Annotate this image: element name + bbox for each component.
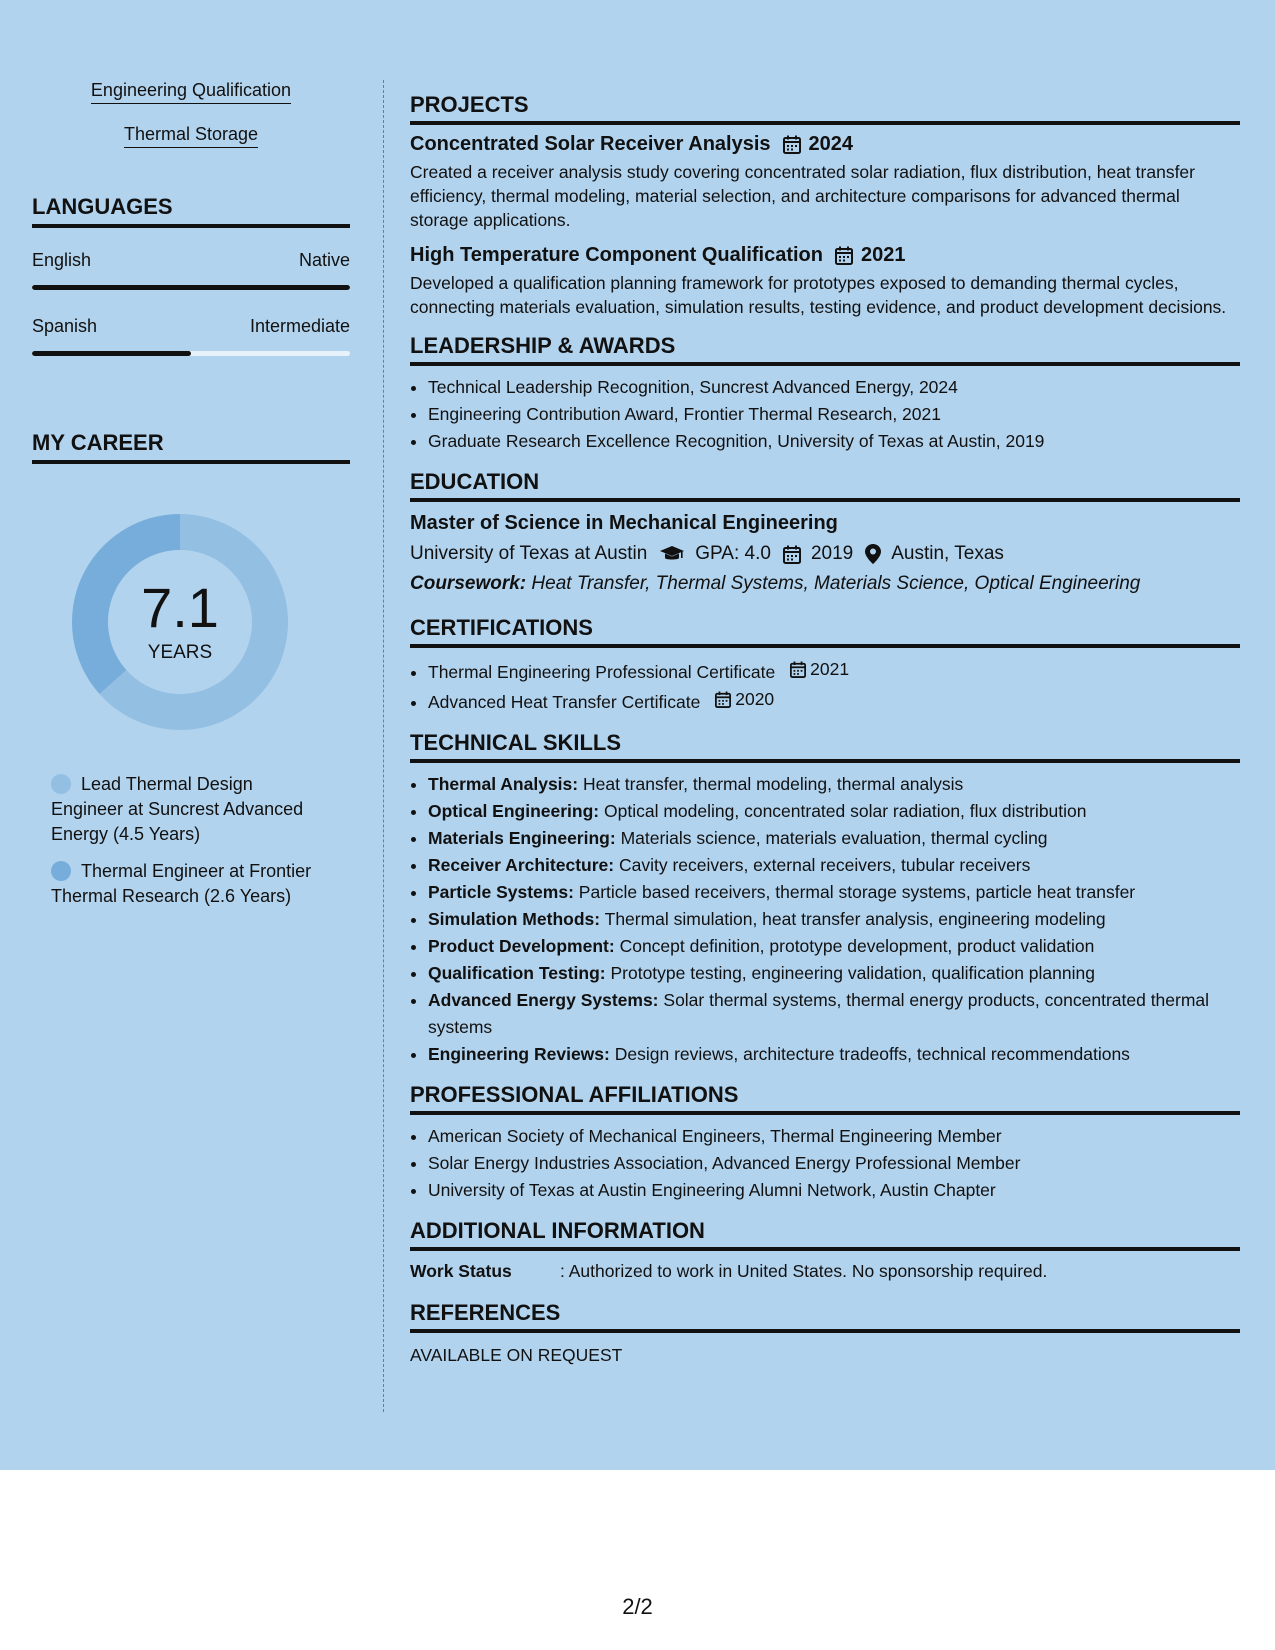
location: Austin, Texas	[891, 543, 1004, 564]
degree-title: Master of Science in Mechanical Engineering	[410, 512, 838, 534]
projects-heading: PROJECTS	[410, 92, 1240, 125]
language-name: Spanish	[32, 316, 98, 336]
skill-label: Advanced Energy Systems:	[428, 990, 659, 1010]
coursework-text: Heat Transfer, Thermal Systems, Materials Science, Optical Engineering	[531, 573, 1141, 594]
project-description: Created a receiver analysis study covering concentrated solar radiation, flux distribution, heat transfer efficiency, thermal modeling, material selection, and architecture comparisons for advanced thermal storage applications.	[410, 162, 1195, 230]
language-proficiency-fill	[32, 351, 191, 356]
affiliations-heading: PROFESSIONAL AFFILIATIONS	[410, 1082, 1240, 1115]
skill-item	[428, 1041, 1240, 1068]
language-level: Native	[298, 250, 350, 270]
career-heading: MY CAREER	[32, 430, 350, 464]
project-item	[410, 244, 1240, 319]
education-heading: EDUCATION	[410, 469, 1240, 502]
certificate-year: 2021	[810, 659, 850, 679]
graduation-year: 2019	[810, 543, 854, 564]
skill-text: Design reviews, architecture tradeoffs, technical recommendations	[614, 1044, 1130, 1064]
location-pin-icon	[865, 544, 881, 564]
school-name: University of Texas at Austin	[410, 543, 648, 564]
certifications-list	[410, 656, 1240, 716]
education-details	[410, 543, 1240, 565]
language-level: Intermediate	[249, 316, 350, 336]
language-english	[32, 250, 350, 290]
legend-label: Thermal Engineer at Frontier Thermal Research (2.6 Years)	[51, 861, 312, 906]
list-item	[428, 686, 1240, 716]
certificate-year: 2020	[735, 689, 775, 709]
skill-label: Thermal Analysis:	[428, 774, 579, 794]
skill-text: Solar thermal systems, thermal energy products, concentrated thermal systems	[428, 990, 1210, 1037]
list-item: • Solar Energy Industries Association, Advanced Energy Professional Member	[428, 1150, 1240, 1177]
tag-label: Engineering Qualification	[91, 80, 291, 104]
certificate-name: Thermal Engineering Professional Certificate	[428, 662, 776, 682]
list-item: • University of Texas at Austin Engineering Alumni Network, Austin Chapter	[428, 1177, 1240, 1204]
calendar-icon	[783, 135, 801, 154]
legend-dot	[51, 861, 71, 881]
coursework-label: Coursework:	[410, 573, 527, 594]
references-text: AVAILABLE ON REQUEST	[410, 1345, 623, 1365]
language-proficiency-bar	[32, 351, 350, 356]
skill-label: Product Development:	[428, 936, 615, 956]
skill-label: Particle Systems:	[428, 882, 574, 902]
project-year: 2021	[861, 244, 906, 266]
skill-item	[428, 933, 1240, 960]
skill-item	[428, 906, 1240, 933]
skill-text: Heat transfer, thermal modeling, thermal analysis	[582, 774, 964, 794]
skill-item	[428, 798, 1240, 825]
skill-text: Thermal simulation, heat transfer analysis, engineering modeling	[604, 909, 1106, 929]
career-donut-chart	[68, 510, 292, 734]
skill-label: Qualification Testing:	[428, 963, 606, 983]
list-item: • Engineering Contribution Award, Frontier Thermal Research, 2021	[428, 401, 1240, 428]
leadership-list	[410, 374, 1240, 455]
skill-text: Optical modeling, concentrated solar radiation, flux distribution	[604, 801, 1087, 821]
skill-label: Simulation Methods:	[428, 909, 601, 929]
skill-text: Cavity receivers, external receivers, tubular receivers	[618, 855, 1031, 875]
skill-label: Engineering Reviews:	[428, 1044, 610, 1064]
career-total-unit: YEARS	[147, 642, 213, 663]
coursework	[410, 573, 1240, 595]
career-legend	[51, 772, 321, 909]
skills-list	[410, 771, 1240, 1068]
language-proficiency-fill	[32, 285, 350, 290]
certifications-heading: CERTIFICATIONS	[410, 615, 1240, 648]
leadership-heading: LEADERSHIP & AWARDS	[410, 333, 1240, 366]
skill-item	[428, 852, 1240, 879]
project-year: 2024	[808, 133, 854, 155]
list-item: • Graduate Research Excellence Recognition, University of Texas at Austin, 2019	[428, 428, 1240, 455]
career-legend-item	[51, 859, 321, 909]
project-description: Developed a qualification planning framework for prototypes exposed to demanding thermal cycles, connecting materials evaluation, simulation results, testing evidence, and product development decisions.	[410, 273, 1227, 317]
skill-text: Prototype testing, engineering validation, qualification planning	[610, 963, 1095, 983]
project-title: High Temperature Component Qualification	[410, 244, 823, 266]
calendar-icon	[835, 246, 853, 265]
references-heading: REFERENCES	[410, 1300, 1240, 1333]
tag-engineering-qualification	[32, 80, 350, 104]
skills-heading: TECHNICAL SKILLS	[410, 730, 1240, 763]
skill-item	[428, 987, 1240, 1041]
languages-heading: LANGUAGES	[32, 194, 350, 228]
affiliations-list	[410, 1123, 1240, 1204]
language-name: English	[32, 250, 92, 270]
project-item	[410, 133, 1240, 232]
tag-thermal-storage	[32, 124, 350, 148]
column-divider	[383, 80, 384, 1412]
skill-label: Receiver Architecture:	[428, 855, 615, 875]
skill-text: Concept definition, prototype development, product validation	[619, 936, 1095, 956]
calendar-icon	[790, 661, 806, 678]
page-number: 2/2	[622, 1594, 653, 1619]
skill-text: Materials science, materials evaluation, thermal cycling	[620, 828, 1048, 848]
work-status-label: Work Status	[410, 1261, 512, 1281]
skill-item	[428, 825, 1240, 852]
skill-label: Optical Engineering:	[428, 801, 600, 821]
graduation-cap-icon	[659, 545, 685, 563]
list-item	[428, 656, 1240, 686]
skill-item	[428, 771, 1240, 798]
language-spanish	[32, 316, 350, 356]
skill-item	[428, 960, 1240, 987]
language-proficiency-bar	[32, 285, 350, 290]
skill-label: Materials Engineering:	[428, 828, 616, 848]
calendar-icon	[783, 545, 801, 564]
list-item: • Technical Leadership Recognition, Suncrest Advanced Energy, 2024	[428, 374, 1240, 401]
career-legend-item	[51, 772, 321, 847]
certificate-name: Advanced Heat Transfer Certificate	[428, 692, 701, 712]
list-item: • American Society of Mechanical Engineers, Thermal Engineering Member	[428, 1123, 1240, 1150]
skill-item	[428, 879, 1240, 906]
legend-dot	[51, 774, 71, 794]
tag-label: Thermal Storage	[124, 124, 258, 148]
legend-label: Lead Thermal Design Engineer at Suncrest Advanced Energy (4.5 Years)	[51, 774, 304, 844]
work-status	[410, 1261, 1240, 1282]
main-content	[410, 92, 1240, 1366]
sidebar	[32, 80, 350, 921]
calendar-icon	[715, 691, 731, 708]
work-status-value: : Authorized to work in United States. No sponsorship required.	[560, 1261, 1048, 1281]
skill-text: Particle based receivers, thermal storage systems, particle heat transfer	[578, 882, 1136, 902]
additional-info-heading: ADDITIONAL INFORMATION	[410, 1218, 1240, 1251]
project-title: Concentrated Solar Receiver Analysis	[410, 133, 771, 155]
career-total-years: 7.1	[141, 576, 219, 639]
gpa: GPA: 4.0	[695, 543, 771, 564]
